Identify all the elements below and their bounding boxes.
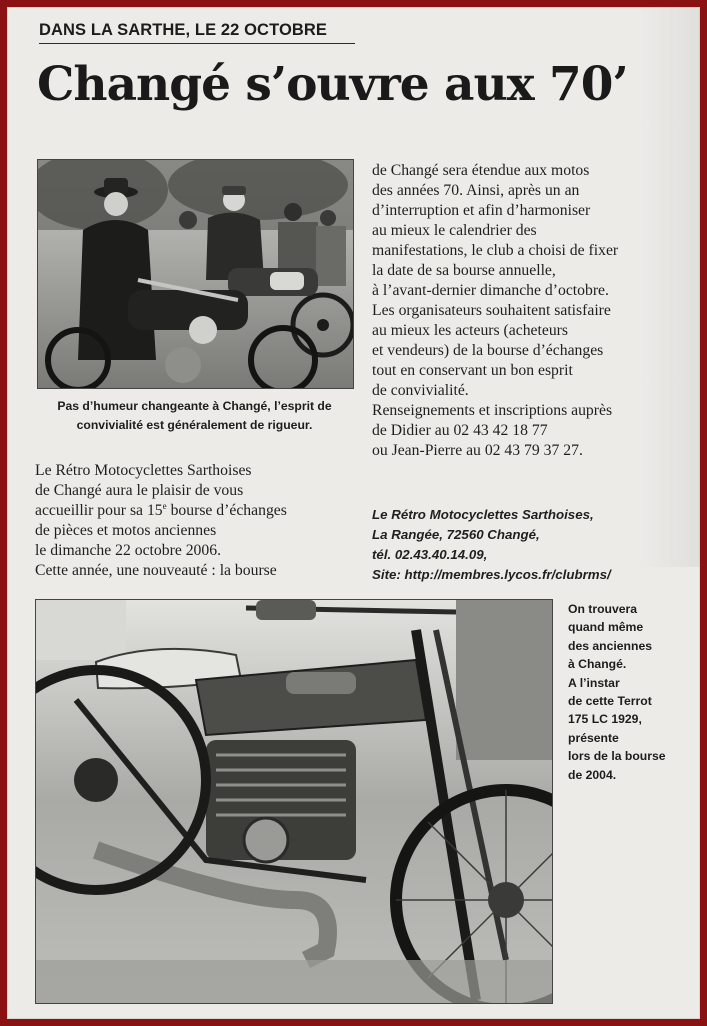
newspaper-clipping bbox=[7, 7, 700, 1019]
contact-line: Le Rétro Motocyclettes Sarthoises, bbox=[372, 507, 594, 522]
caption-line: à Changé. bbox=[568, 657, 627, 672]
body-line: tout en conservant un bon esprit bbox=[372, 362, 573, 379]
contact-block bbox=[372, 505, 692, 585]
caption-line: des anciennes bbox=[568, 638, 652, 653]
photo-terrot-motorcycle bbox=[35, 599, 553, 1004]
caption-line: de cette Terrot bbox=[568, 694, 652, 709]
body-line: d’interruption et afin d’harmoniser bbox=[372, 202, 591, 219]
contact-line: Site: http://membres.lycos.fr/clubrms/ bbox=[372, 567, 611, 582]
body-line: Cette année, une nouveauté : la bourse bbox=[35, 562, 277, 579]
body-line: Renseignements et inscriptions auprès bbox=[372, 402, 613, 419]
body-line: et vendeurs) de la bourse d’échanges bbox=[372, 342, 604, 359]
body-line: de pièces et motos anciennes bbox=[35, 522, 217, 539]
photo-terrot-caption bbox=[568, 600, 690, 784]
body-line: de convivialité. bbox=[372, 382, 469, 399]
body-line: manifestations, le club a choisi de fixer bbox=[372, 242, 619, 259]
kicker: DANS LA SARTHE, LE 22 OCTOBRE bbox=[39, 21, 355, 44]
caption-line: quand même bbox=[568, 620, 644, 635]
body-line: au mieux le calendrier des bbox=[372, 222, 537, 239]
photo-riders bbox=[37, 159, 354, 389]
body-line: à l’avant-dernier dimanche d’octobre. bbox=[372, 282, 609, 299]
body-line: de Changé aura le plaisir de vous bbox=[35, 482, 244, 499]
headline: Changé s’ouvre aux 70’ bbox=[37, 57, 628, 112]
caption-line: A l’instar bbox=[568, 675, 620, 690]
body-line: le dimanche 22 octobre 2006. bbox=[35, 542, 222, 559]
body-line: accueillir pour sa 15e bourse d’échanges bbox=[35, 500, 287, 519]
body-line: au mieux les acteurs (acheteurs bbox=[372, 322, 569, 339]
body-line: ou Jean-Pierre au 02 43 79 37 27. bbox=[372, 442, 583, 459]
contact-line: La Rangée, 72560 Changé, bbox=[372, 527, 540, 542]
body-line: de Didier au 02 43 42 18 77 bbox=[372, 422, 548, 439]
body-line: de Changé sera étendue aux motos bbox=[372, 162, 590, 179]
article-column-2 bbox=[372, 161, 692, 461]
photo-riders-caption: Pas d’humeur changeante à Changé, l’esprit de convivialité est généralement de rigueur. bbox=[57, 399, 332, 432]
article-column-1 bbox=[35, 461, 355, 581]
contact-line: tél. 02.43.40.14.09, bbox=[372, 547, 488, 562]
caption-line: de 2004. bbox=[568, 767, 617, 782]
body-line: des années 70. Ainsi, après un an bbox=[372, 182, 580, 199]
caption-line: On trouvera bbox=[568, 602, 638, 616]
caption-line: lors de la bourse bbox=[568, 749, 666, 764]
caption-line: 175 LC 1929, bbox=[568, 712, 642, 727]
body-line: la date de sa bourse annuelle, bbox=[372, 262, 556, 279]
body-line: Le Rétro Motocyclettes Sarthoises bbox=[35, 462, 252, 479]
body-line: Les organisateurs souhaitent satisfaire bbox=[372, 302, 611, 319]
caption-line: présente bbox=[568, 730, 619, 745]
